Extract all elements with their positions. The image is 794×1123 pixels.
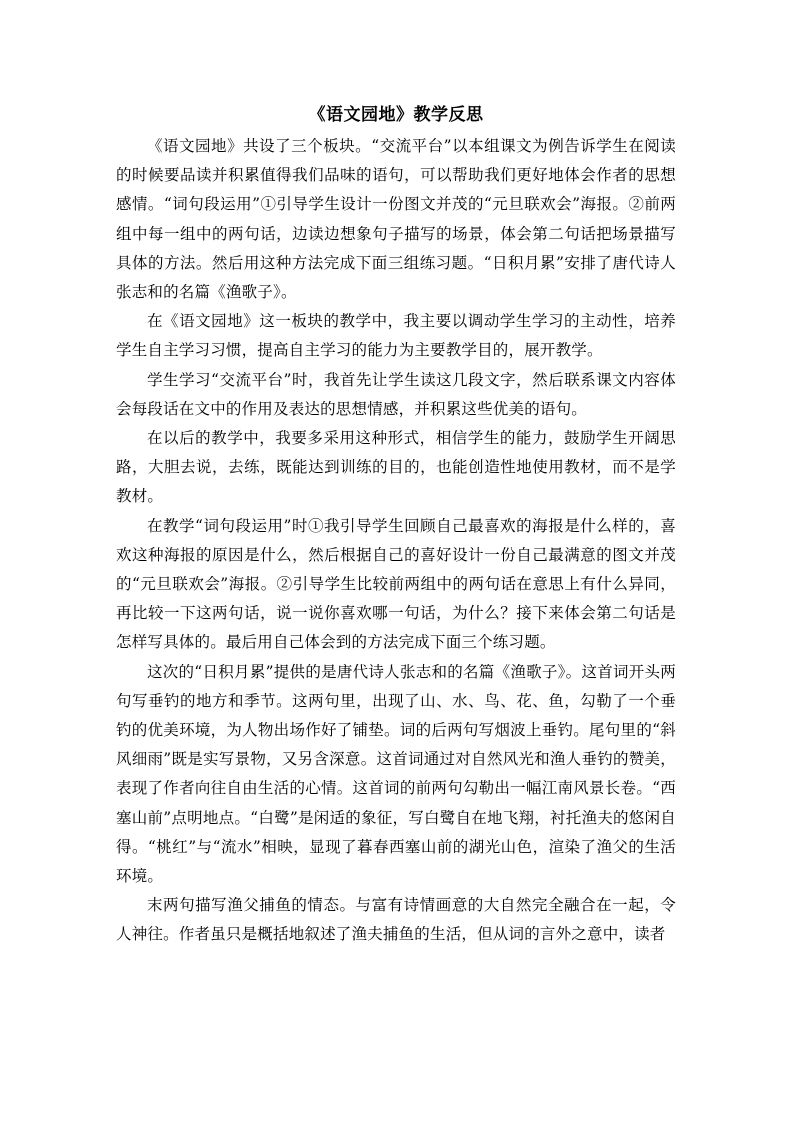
paragraph-future-teaching: 在以后的教学中，我要多采用这种形式，相信学生的能力，鼓励学生开阔思路，大胆去说，去练，既能达到训练的目的，也能创造性地使用教材，而不是学教材。 [116, 429, 676, 506]
paragraph-poem-analysis: 这次的“日积月累”提供的是唐代诗人张志和的名篇《渔歌子》。这首词开头两句写垂钓的地方和季节。这两句里，出现了山、水、鸟、花、鱼，勾勒了一个垂钓的优美环境，为人物出场作好了铺垫。词的后两句写烟波上垂钓。尾句里的“斜风细雨”既是实写景物，又另含深意。这首词通过对自然风光和渔人垂钓的赞美，表现了作者向往自由生活的心情。这首词的前两句勾勒出一幅江南风景长卷。“西塞山前”点明地点。“白鹭”是闲适的象征，写白鹭自在地飞翔，衬托渔夫的悠闲自得。“桃红”与“流水”相映，显现了暮春西塞山前的湖光山色，渲染了渔父的生活环境。 [116, 662, 676, 886]
document-title: 《语文园地》教学反思 [308, 105, 484, 125]
paragraph-exchange-platform: 学生学习“交流平台”时，我首先让学生读这几段文字，然后联系课文内容体会每段话在文中的作用及表达的思想情感，并积累这些优美的语句。 [116, 370, 676, 418]
paragraph-sentence-practice: 在教学“词句段运用”时①我引导学生回顾自己最喜欢的海报是什么样的，喜欢这种海报的原因是什么，然后根据自己的喜好设计一份自己最满意的图文并茂的“元旦联欢会”海报。②引导学生比较前两组中的两句话在意思上有什么异同，再比较一下这两句话，说一说你喜欢哪一句话，为什么？接下来体会第二句话是怎样写具体的。最后用自己体会到的方法完成下面三个练习题。 [116, 516, 676, 652]
document-page [116, 98, 676, 950]
paragraph-poem-ending: 末两句描写渔父捕鱼的情态。与富有诗情画意的大自然完全融合在一起，令人神往。作者虽只是概括地叙述了渔夫捕鱼的生活，但从词的言外之意中，读者 [116, 896, 676, 944]
paragraph-teaching-goal: 在《语文园地》这一板块的教学中，我主要以调动学生学习的主动性，培养学生自主学习习惯，提高自主学习的能力为主要教学目的，展开教学。 [116, 312, 676, 360]
paragraph-intro: 《语文园地》共设了三个板块。“交流平台”以本组课文为例告诉学生在阅读的时候要品读并积累值得我们品味的语句，可以帮助我们更好地体会作者的思想感情。“词句段运用”①引导学生设计一份图文并茂的“元旦联欢会”海报。②前两组中每一组中的两句话，边读边想象句子描写的场景，体会第二句话把场景描写具体的方法。然后用这种方法完成下面三组练习题。“日积月累”安排了唐代诗人张志和的名篇《渔歌子》。 [116, 137, 676, 302]
